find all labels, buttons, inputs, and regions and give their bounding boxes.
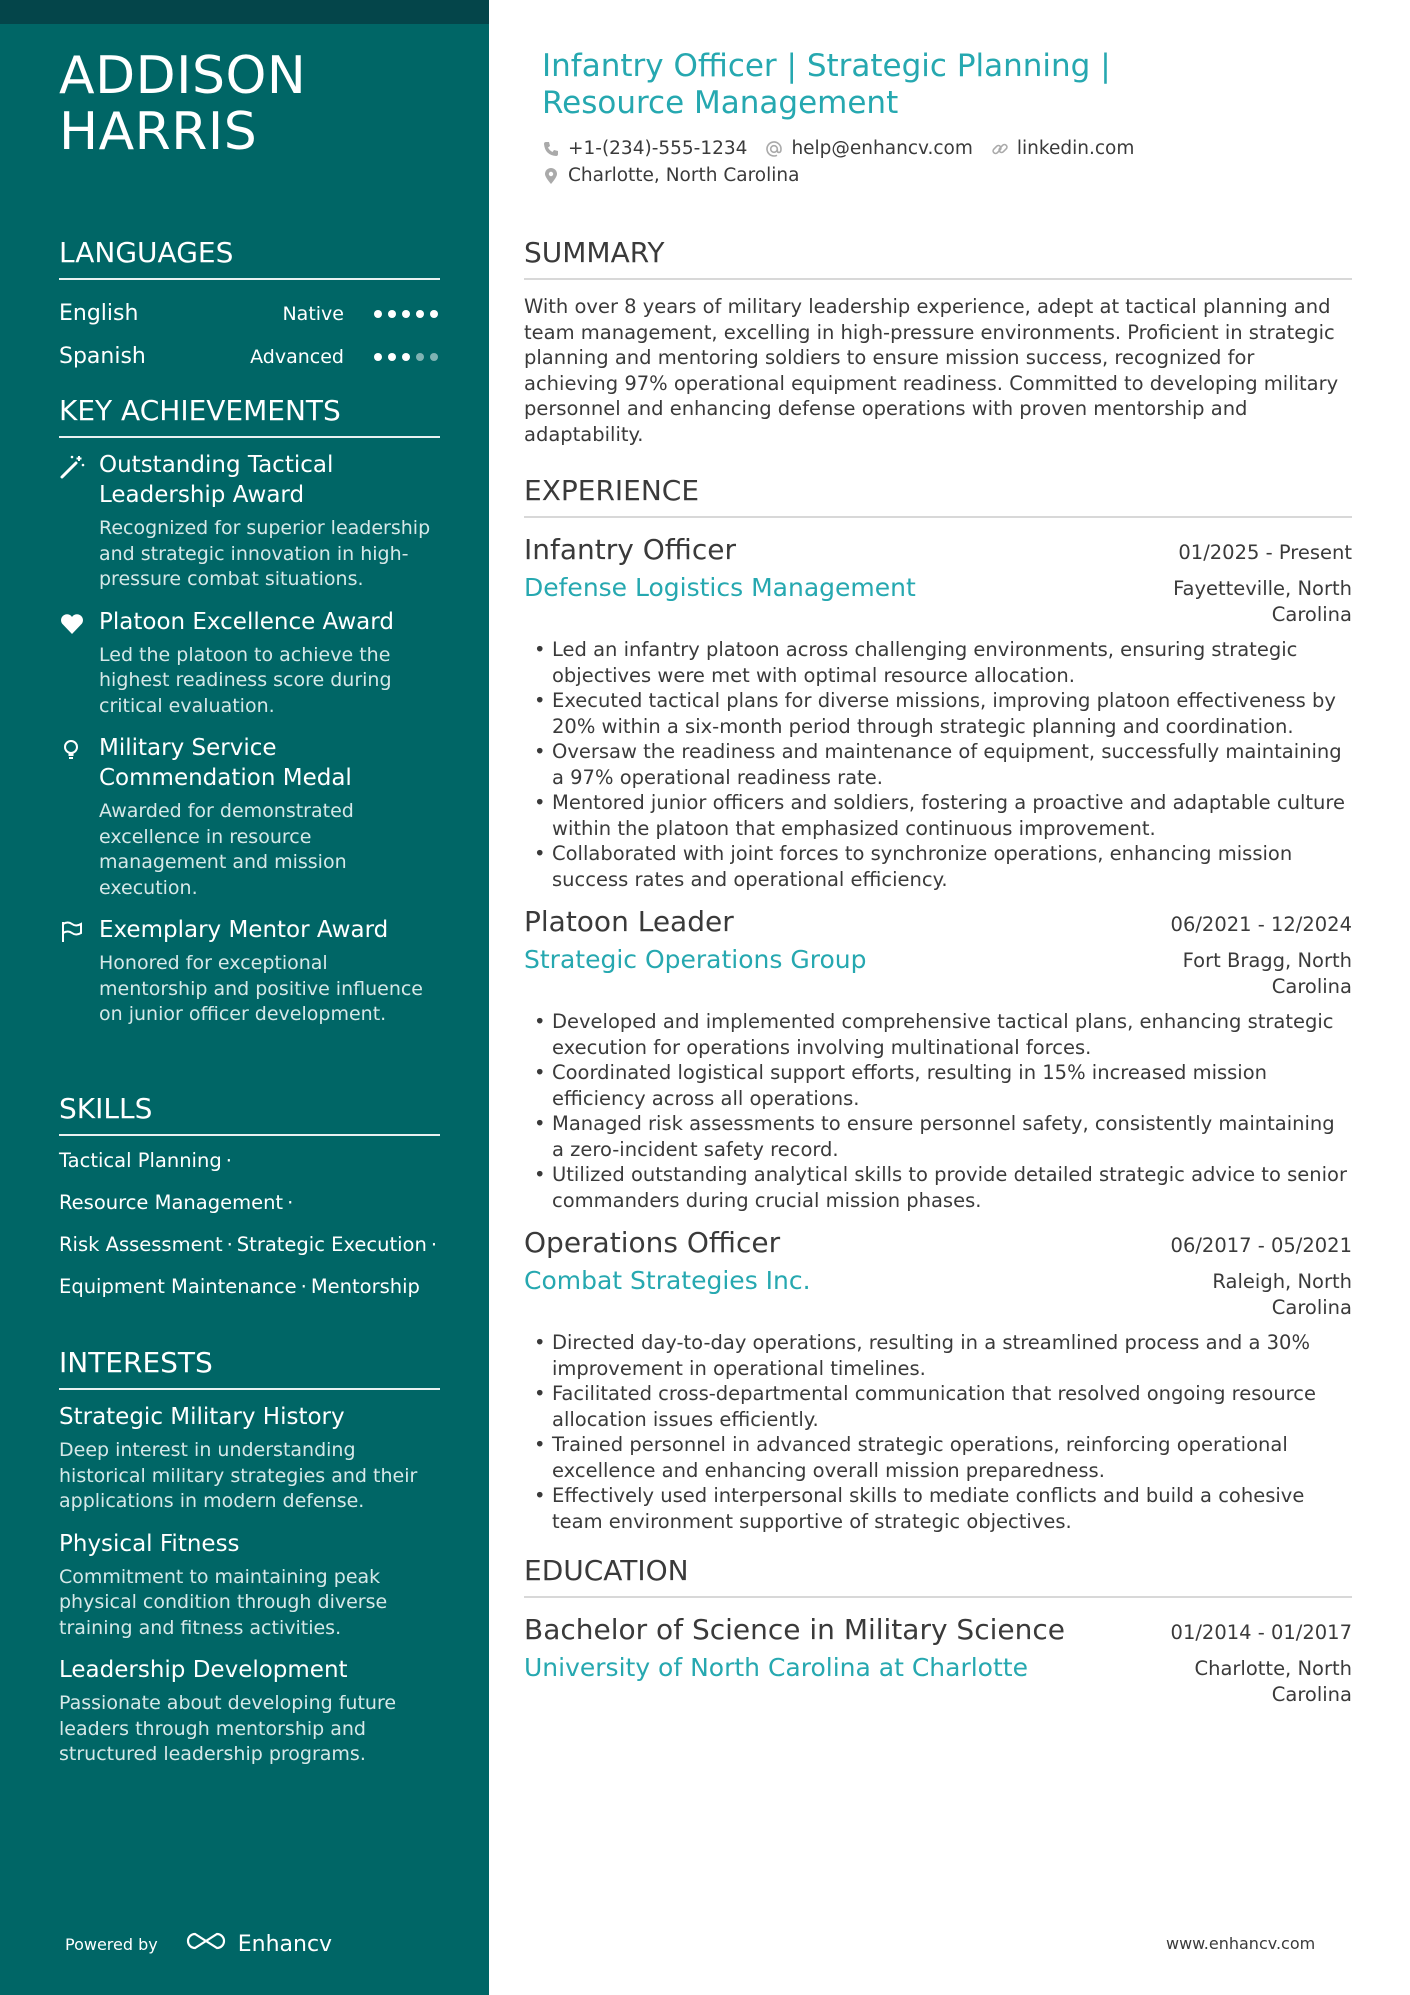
job-location: Raleigh, North Carolina <box>1212 1270 1352 1319</box>
language-name: English <box>59 301 139 326</box>
proficiency-dot <box>430 310 438 318</box>
location-text: Charlotte, North Carolina <box>568 165 800 186</box>
interest-item <box>59 1529 440 1642</box>
job-entry <box>524 1225 1352 1534</box>
experience-section <box>524 474 1352 1546</box>
lightbulb-icon <box>59 737 85 763</box>
skill-tag: Equipment Maintenance <box>59 1275 297 1298</box>
education-location: Charlotte, North Carolina <box>1194 1657 1352 1706</box>
languages-heading: LANGUAGES <box>59 236 440 280</box>
achievements-section <box>59 394 440 1042</box>
language-level: Advanced <box>250 345 344 368</box>
interest-description: Passionate about developing future leaders through mentorship and structured leadership programs. <box>59 1692 397 1765</box>
contact-linkedin[interactable] <box>991 138 1134 159</box>
education-dates: 01/2014 - 01/2017 <box>1170 1621 1352 1644</box>
interest-item <box>59 1402 440 1515</box>
education-heading: EDUCATION <box>524 1554 1352 1598</box>
achievement-title: Platoon Excellence Award <box>99 608 394 635</box>
powered-by <box>65 1930 332 1958</box>
contact-phone[interactable] <box>542 138 747 159</box>
phone-text: +1-(234)-555-1234 <box>568 138 748 159</box>
interest-title: Physical Fitness <box>59 1530 240 1557</box>
summary-section <box>524 236 1352 447</box>
job-bullets <box>524 637 1352 892</box>
job-bullet: • Mentored junior officers and soldiers, fostering a proactive and adaptable culture within the platoon that emphasized continuous improvement. <box>524 790 1352 841</box>
interests-heading: INTERESTS <box>59 1346 440 1390</box>
achievement-description: Led the platoon to achieve the highest readiness score during critical evaluation. <box>99 643 392 717</box>
achievement-title: Exemplary Mentor Award <box>99 917 389 943</box>
skill-separator: · <box>226 1233 233 1256</box>
proficiency-dot <box>402 353 410 361</box>
job-bullet: • Effectively used interpersonal skills to mediate conflicts and build a cohesive team environment supportive of strategic objectives. <box>524 1483 1352 1534</box>
achievement-item <box>59 450 440 593</box>
education-section <box>524 1554 1352 1719</box>
job-location: Fayetteville, North Carolina <box>1173 577 1352 626</box>
achievements-heading: KEY ACHIEVEMENTS <box>59 394 440 438</box>
skills-heading: SKILLS <box>59 1092 440 1136</box>
location-pin-icon <box>542 167 560 185</box>
job-bullet: • Oversaw the readiness and maintenance of equipment, successfully maintaining a 97% operational readiness rate. <box>524 739 1352 790</box>
interest-description: Commitment to maintaining peak physical condition through diverse training and fitness activities. <box>59 1565 388 1639</box>
proficiency-dot <box>402 310 410 318</box>
proficiency-dot <box>388 310 396 318</box>
achievement-title: Outstanding Tactical Leadership Award <box>99 452 334 508</box>
proficiency-dot-empty <box>430 353 438 361</box>
interest-item <box>59 1655 440 1768</box>
skills-line <box>59 1274 440 1316</box>
magic-wand-icon <box>59 454 85 480</box>
achievement-item <box>59 607 440 720</box>
job-bullet: • Managed risk assessments to ensure personnel safety, consistently maintaining a zero-incident safety record. <box>524 1111 1352 1162</box>
achievement-description: Honored for exceptional mentorship and positive influence on junior officer development. <box>99 952 423 1025</box>
achievement-description: Awarded for demonstrated excellence in resource management and mission execution. <box>99 800 354 899</box>
skill-separator: · <box>430 1233 438 1256</box>
interest-title: Leadership Development <box>59 1657 348 1683</box>
enhancv-brand[interactable] <box>184 1930 332 1958</box>
name-line-1: ADDISON <box>59 46 307 106</box>
job-dates: 01/2025 - Present <box>1178 541 1352 564</box>
job-bullet: • Directed day-to-day operations, resulting in a streamlined process and a 30% improvement in operational timelines. <box>524 1330 1352 1381</box>
job-dates: 06/2021 - 12/2024 <box>1170 913 1352 936</box>
language-row <box>59 335 440 378</box>
skills-line <box>59 1148 440 1190</box>
proficiency-dot <box>388 353 396 361</box>
job-title: Operations Officer <box>524 1226 781 1259</box>
skill-tag: Mentorship <box>310 1275 420 1298</box>
job-bullet: • Coordinated logistical support efforts, resulting in 15% increased mission efficiency across all operations. <box>524 1060 1352 1111</box>
proficiency-dot <box>416 310 424 318</box>
contact-email[interactable] <box>765 138 972 159</box>
education-entry <box>524 1612 1352 1707</box>
interest-description: Deep interest in understanding historical military strategies and their applications in modern defense. <box>59 1439 418 1512</box>
job-bullets <box>524 1330 1352 1534</box>
skill-separator: · <box>300 1275 307 1298</box>
interest-title: Strategic Military History <box>59 1404 345 1430</box>
skills-line <box>59 1190 440 1232</box>
achievement-description: Recognized for superior leadership and strategic innovation in high-pressure combat situations. <box>99 517 431 590</box>
job-bullet: • Collaborated with joint forces to synchronize operations, enhancing mission success rates and operational efficiency. <box>524 841 1352 892</box>
proficiency-dot <box>374 353 382 361</box>
link-icon <box>991 140 1009 158</box>
enhancv-logo-icon <box>184 1930 228 1958</box>
email-text: help@enhancv.com <box>791 138 973 159</box>
headline: Infantry Officer | Strategic Planning | Resource Management <box>542 48 1111 121</box>
languages-section <box>59 236 440 378</box>
linkedin-text: linkedin.com <box>1016 138 1135 159</box>
achievement-title: Military Service Commendation Medal <box>99 735 352 791</box>
proficiency-dot-empty <box>416 353 424 361</box>
job-title: Infantry Officer <box>524 533 736 566</box>
job-bullet: • Utilized outstanding analytical skills to provide detailed strategic advice to senior commanders during crucial mission phases. <box>524 1162 1352 1213</box>
summary-heading: SUMMARY <box>524 236 1352 280</box>
phone-icon <box>542 140 560 158</box>
job-company: Defense Logistics Management <box>524 573 916 602</box>
job-location: Fort Bragg, North Carolina <box>1182 949 1352 998</box>
job-bullet: • Facilitated cross-departmental communication that resolved ongoing resource allocation issues efficiently. <box>524 1381 1352 1432</box>
sidebar-top-band <box>0 0 489 24</box>
achievement-item <box>59 915 440 1028</box>
language-name: Spanish <box>59 344 146 369</box>
language-proficiency-dots <box>374 353 438 361</box>
at-icon <box>765 140 783 158</box>
interests-section <box>59 1346 440 1782</box>
contact-row-2 <box>542 165 1322 186</box>
contact-location <box>542 165 799 186</box>
job-company: Combat Strategies Inc. <box>524 1266 811 1295</box>
job-bullet: • Developed and implemented comprehensive tactical plans, enhancing strategic execution for operations involving multinational forces. <box>524 1009 1352 1060</box>
skill-tag: Tactical Planning <box>59 1149 222 1172</box>
name-line-2: HARRIS <box>59 102 258 162</box>
language-proficiency-dots <box>374 310 438 318</box>
language-level: Native <box>282 302 344 325</box>
skills-section <box>59 1092 440 1316</box>
job-company: Strategic Operations Group <box>524 945 867 974</box>
skill-tag: Strategic Execution <box>236 1233 427 1256</box>
proficiency-dot <box>374 310 382 318</box>
job-entry <box>524 532 1352 892</box>
job-title: Platoon Leader <box>524 905 734 938</box>
summary-text: With over 8 years of military leadership experience, adept at tactical planning and team management, excelling in high-pressure environments. Proficient in strategic planning and mentoring soldiers to ensure mission success, recognized for achieving 97% operational equipment readiness. Committed to developing military personnel and enhancing defense operations with proven mentorship and adaptability. <box>524 295 1339 446</box>
experience-heading: EXPERIENCE <box>524 474 1352 518</box>
job-dates: 06/2017 - 05/2021 <box>1170 1234 1352 1257</box>
sidebar <box>0 0 489 1995</box>
language-row <box>59 292 440 335</box>
job-bullet: • Trained personnel in advanced strategic operations, reinforcing operational excellence and enhancing overall mission preparedness. <box>524 1432 1352 1483</box>
skill-tag: Resource Management <box>59 1191 284 1214</box>
skill-separator: · <box>287 1191 294 1214</box>
enhancv-brand-name: Enhancv <box>237 1931 333 1957</box>
job-bullet: • Led an infantry platoon across challenging environments, ensuring strategic objectives were met with optimal resource allocation. <box>524 637 1352 688</box>
footer-url[interactable]: www.enhancv.com <box>1166 1934 1316 1953</box>
skills-line <box>59 1232 440 1274</box>
job-entry <box>524 904 1352 1213</box>
powered-by-label: Powered by <box>65 1934 158 1954</box>
candidate-name <box>59 48 306 160</box>
school-name: University of North Carolina at Charlotte <box>524 1653 1028 1682</box>
skill-tag: Risk Assessment <box>59 1233 223 1256</box>
degree-title: Bachelor of Science in Military Science <box>524 1613 1065 1646</box>
contact-row <box>542 138 1322 159</box>
heart-icon <box>59 611 85 637</box>
job-bullets <box>524 1009 1352 1213</box>
job-bullet: • Executed tactical plans for diverse missions, improving platoon effectiveness by 20% within a six-month period through strategic planning and coordination. <box>524 688 1352 739</box>
skill-separator: · <box>225 1149 232 1172</box>
achievement-item <box>59 733 440 901</box>
flag-icon <box>59 919 85 945</box>
